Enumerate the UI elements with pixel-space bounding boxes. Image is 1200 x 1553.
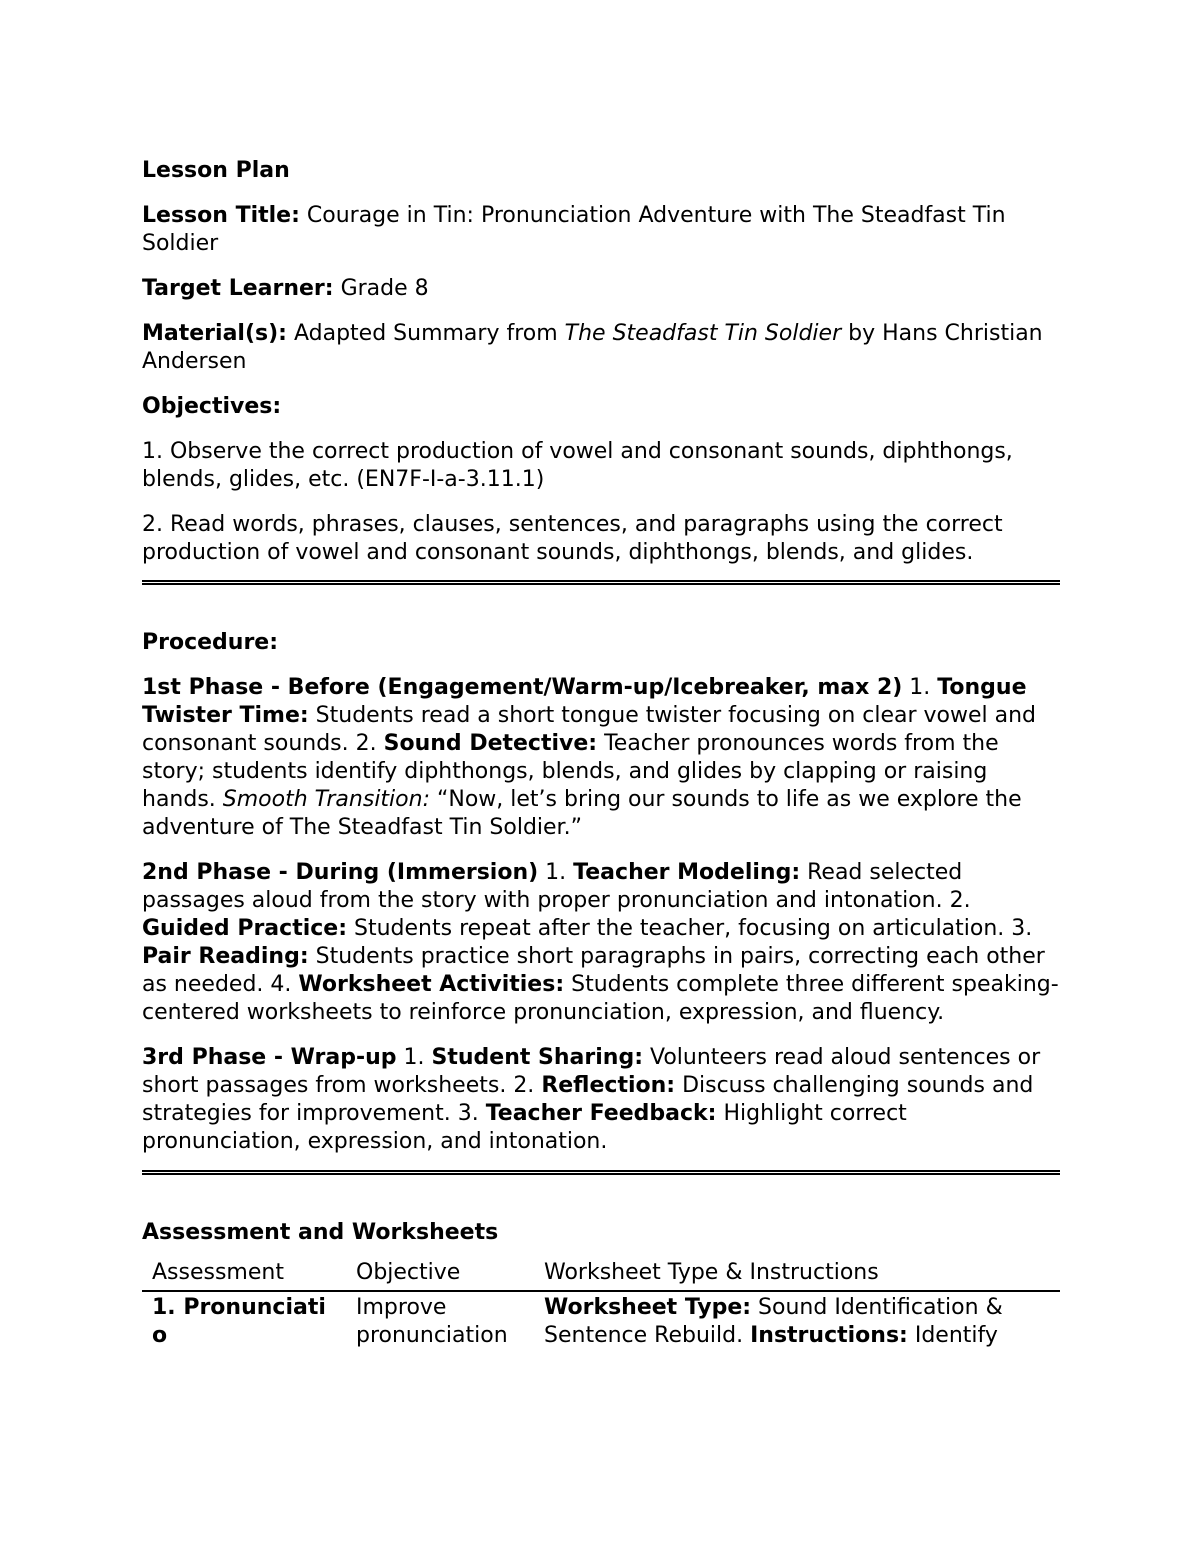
cell-worksheet: Worksheet Type: Sound Identification & Sentence Rebuild. Instructions: Identify <box>544 1295 1003 1348</box>
objective-item-1: 1. Observe the correct production of vowel and consonant sounds, diphthongs, blends, glides, etc. (EN7F-I-a-3.11.1) <box>142 439 1013 492</box>
materials: Material(s): Adapted Summary from The Steadfast Tin Soldier by Hans Christian Andersen <box>142 321 1043 374</box>
phase-2-title: 2nd Phase - During (Immersion) <box>142 860 539 885</box>
assessment-table <box>142 1255 1060 1350</box>
cell-assessment: 1. Pronunciatio <box>152 1295 326 1348</box>
column-header-worksheet: Worksheet Type & Instructions <box>534 1255 1060 1291</box>
lesson-title-value: Courage in Tin: Pronunciation Adventure with The Steadfast Tin Soldier <box>142 203 1006 256</box>
cell-objective: Improve pronunciation <box>356 1295 508 1348</box>
objectives-heading: Objectives: <box>142 394 282 419</box>
phase-1: 1st Phase - Before (Engagement/Warm-up/Icebreaker, max 2) 1. Tongue Twister Time: Students read a short tongue twister focusing on clear vowel and consonant sounds. 2. Sound Detective: Teacher pronounces words from the story; students identify diphthongs, blends, and glides by clapping or raising hands. Smooth Transition: “Now, let’s bring our sounds to life as we explore the adventure of The Steadfast Tin Soldier.” <box>142 675 1037 840</box>
assessment-heading: Assessment and Worksheets <box>142 1220 499 1245</box>
table-header-row <box>142 1255 1060 1291</box>
phase-1-title: 1st Phase - Before (Engagement/Warm-up/Icebreaker, max 2) <box>142 675 903 700</box>
document-title: Lesson Plan <box>142 158 290 183</box>
target-learner-label: Target Learner: <box>142 276 334 301</box>
phase-2: 2nd Phase - During (Immersion) 1. Teacher Modeling: Read selected passages aloud from the story with proper pronunciation and intonation. 2. Guided Practice: Students repeat after the teacher, focusing on articulation. 3. Pair Reading: Students practice short paragraphs in pairs, correcting each other as needed. 4. Worksheet Activities: Students complete three different speaking-centered worksheets to reinforce pronunciation, expression, and fluency. <box>142 860 1059 1025</box>
section-divider <box>142 1170 1060 1175</box>
lesson-title <box>142 202 1060 258</box>
phase-3-title: 3rd Phase - Wrap-up <box>142 1045 397 1070</box>
column-header-objective: Objective <box>346 1255 534 1291</box>
section-divider <box>142 580 1060 585</box>
table-row <box>142 1291 1060 1350</box>
target-learner-value: Grade 8 <box>333 276 429 301</box>
objective-item-2: 2. Read words, phrases, clauses, sentences, and paragraphs using the correct production of vowel and consonant sounds, diphthongs, blends, and glides. <box>142 512 1003 565</box>
column-header-assessment: Assessment <box>142 1255 346 1291</box>
target-learner <box>142 275 1060 303</box>
phase-3: 3rd Phase - Wrap-up 1. Student Sharing: Volunteers read aloud sentences or short passages from worksheets. 2. Reflection: Discuss challenging sounds and strategies for improvement. 3. Teacher Feedback: Highlight correct pronunciation, expression, and intonation. <box>142 1045 1041 1154</box>
procedure-heading: Procedure: <box>142 630 279 655</box>
lesson-title-label: Lesson Title: <box>142 203 300 228</box>
materials-label: Material(s): <box>142 321 287 346</box>
book-title: The Steadfast Tin Soldier <box>564 321 842 346</box>
document-page <box>142 157 1060 1350</box>
